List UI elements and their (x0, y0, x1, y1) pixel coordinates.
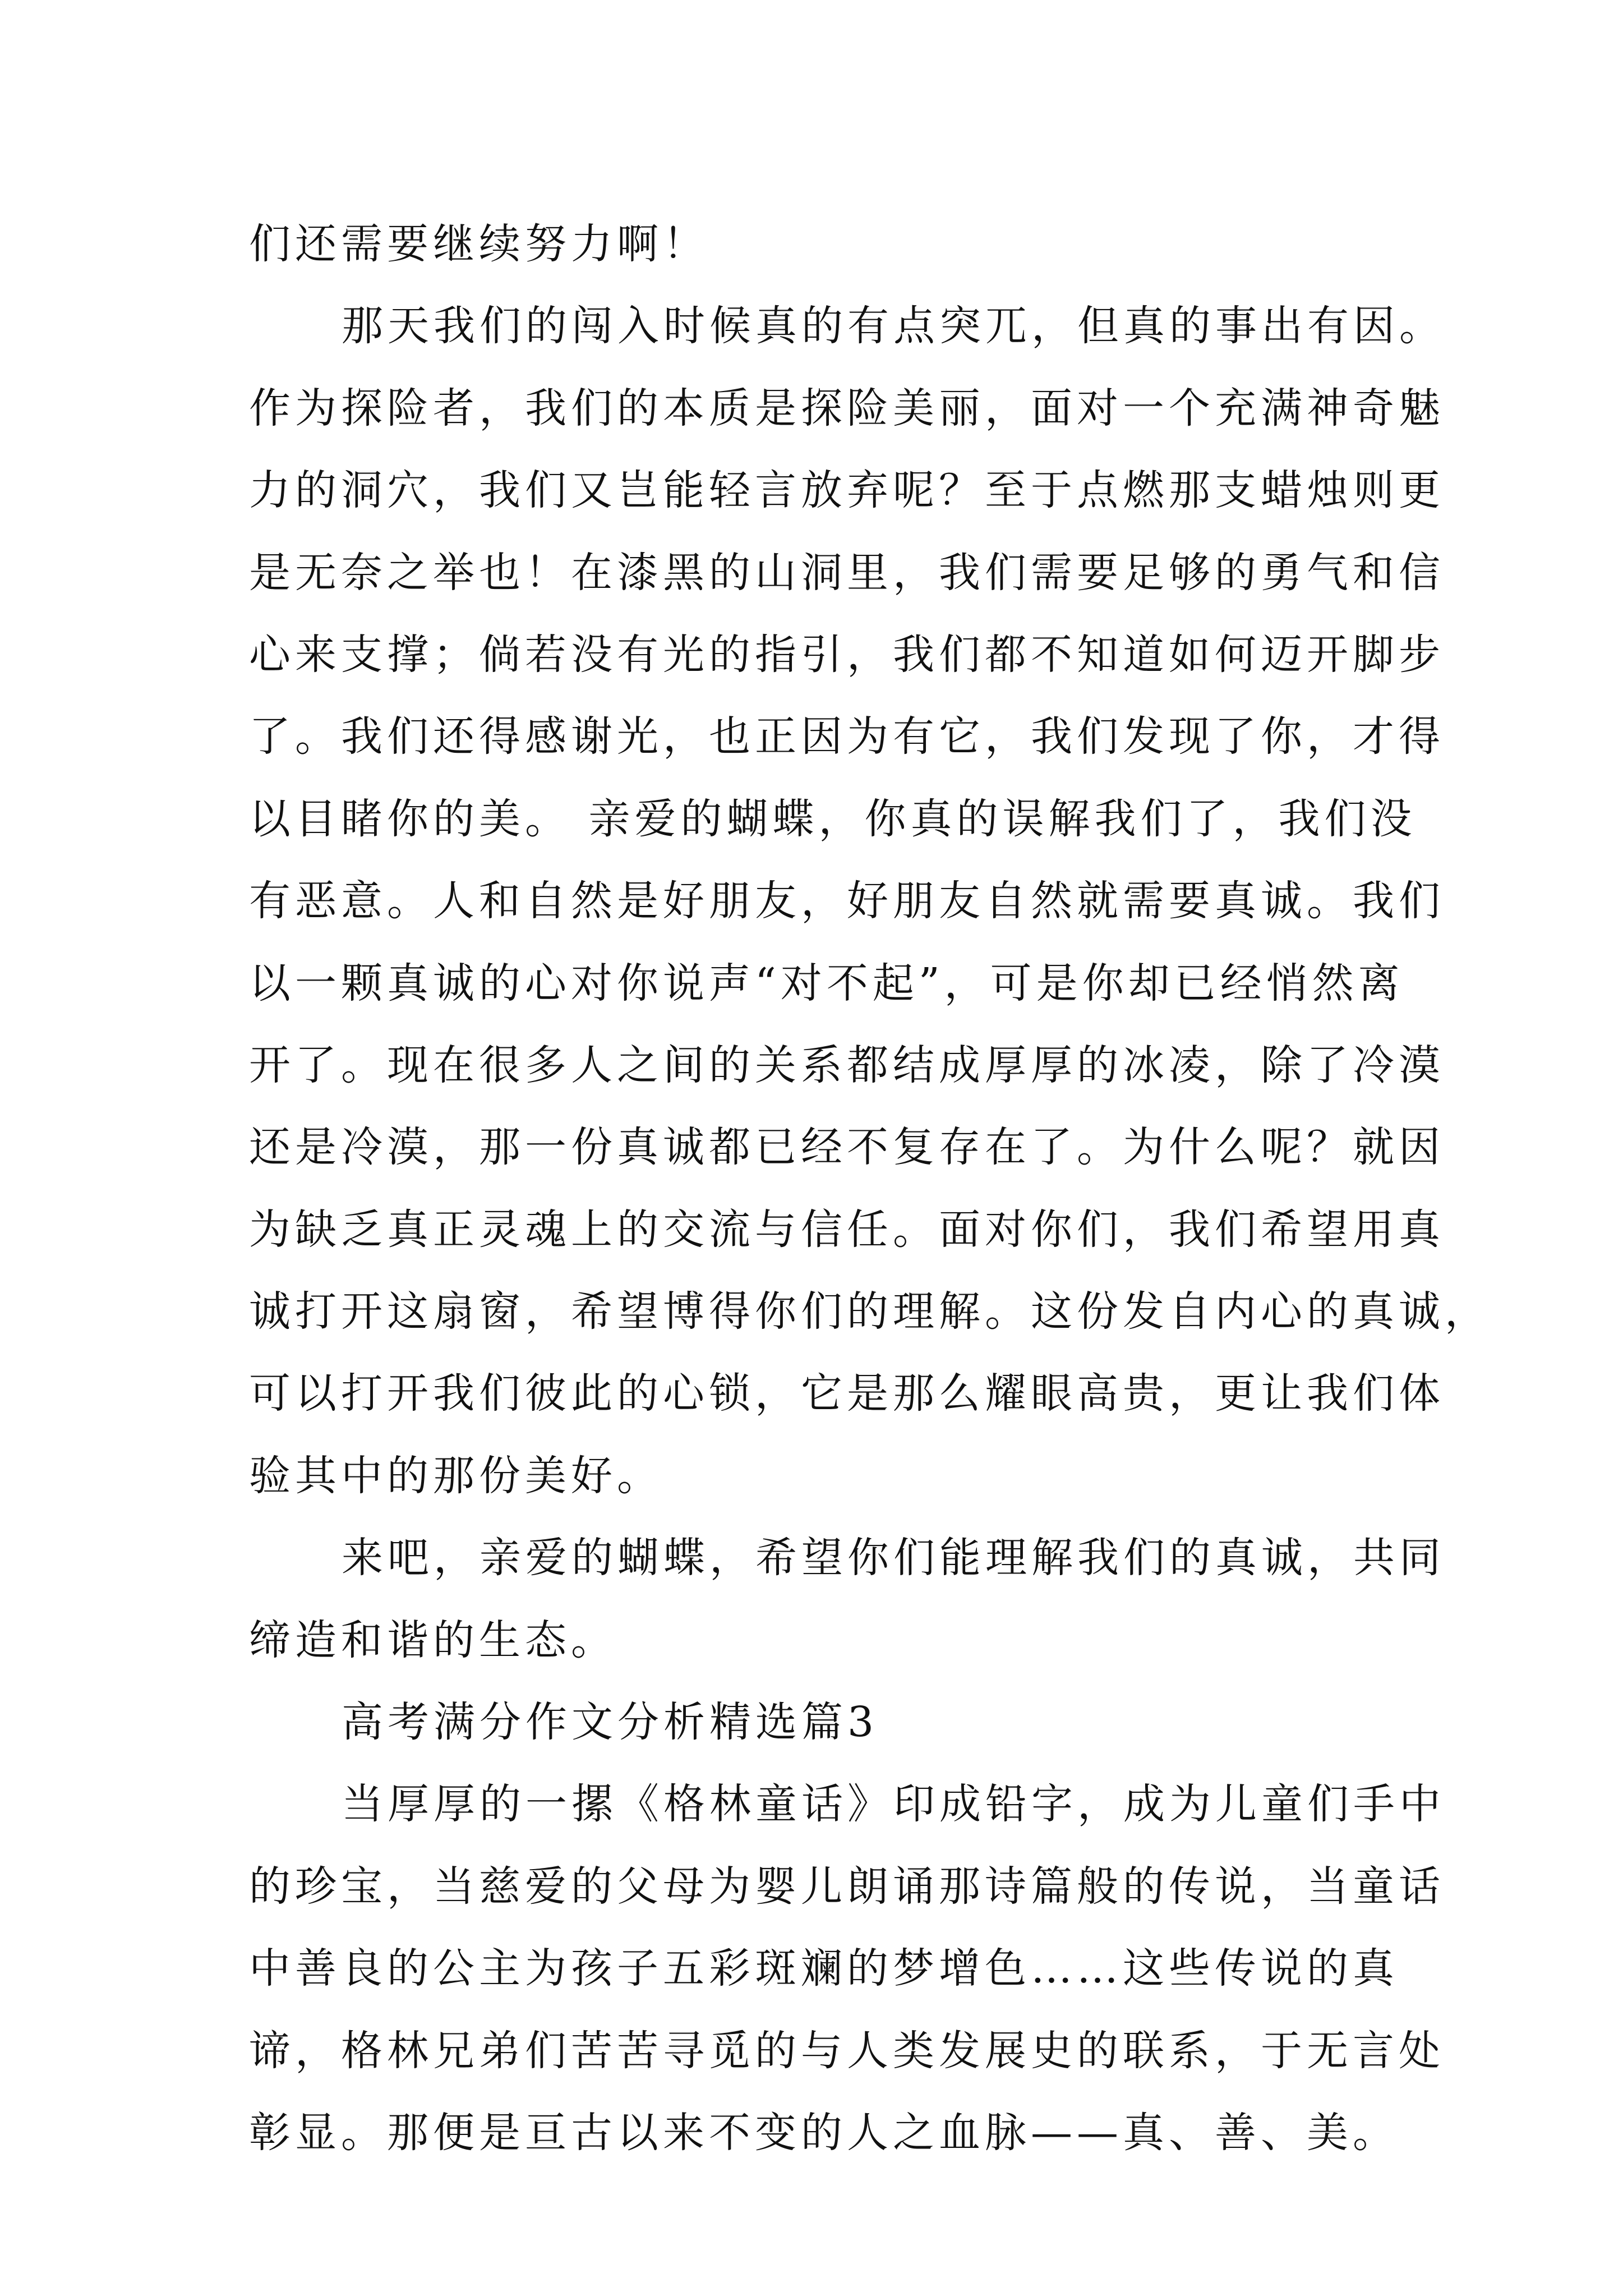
text-line: 是无奈之举也！在漆黑的山洞里，我们需要足够的勇气和信 (249, 548, 1445, 597)
text-line: 可以打开我们彼此的心锁，它是那么耀眼高贵，更让我们体 (249, 1369, 1445, 1418)
text-line: 有恶意。人和自然是好朋友，好朋友自然就需要真诚。我们 (249, 877, 1445, 926)
text-line: 们还需要继续努力啊！ (249, 220, 709, 268)
text-line: 为缺乏真正灵魂上的交流与信任。面对你们，我们希望用真 (249, 1205, 1445, 1254)
text-line: 中善良的公主为孩子五彩斑斓的梦增色……这些传说的真 (249, 1944, 1399, 1993)
text-line: 诚打开这扇窗，希望博得你们的理解。这份发自内心的真诚， (249, 1287, 1491, 1336)
text-line: 作为探险者，我们的本质是探险美丽，面对一个充满神奇魅 (249, 384, 1445, 432)
text-line: 的珍宝，当慈爱的父母为婴儿朗诵那诗篇般的传说，当童话 (249, 1862, 1445, 1911)
text-line: 了。我们还得感谢光，也正因为有它，我们发现了你，才得 (249, 712, 1445, 761)
text-line: 当厚厚的一摞《格林童话》印成铅字，成为儿童们手中 (342, 1780, 1445, 1829)
text-line: 验其中的那份美好。 (249, 1451, 663, 1500)
text-line: 以目睹你的美。 亲爱的蝴蝶，你真的误解我们了，我们没 (249, 794, 1417, 843)
text-line: 谛，格林兄弟们苦苦寻觅的与人类发展史的联系，于无言处 (249, 2026, 1445, 2075)
text-line: 心来支撑；倘若没有光的指引，我们都不知道如何迈开脚步 (249, 630, 1445, 679)
text-line: 力的洞穴，我们又岂能轻言放弃呢？至于点燃那支蜡烛则更 (249, 466, 1445, 515)
text-line: 以一颗真诚的心对你说声“对不起”，可是你却已经悄然离 (249, 959, 1404, 1007)
document-body (249, 203, 1491, 2174)
text-line: 开了。现在很多人之间的关系都结成厚厚的冰凌，除了冷漠 (249, 1041, 1445, 1089)
text-line: 彰显。那便是亘古以来不变的人之血脉——真、善、美。 (249, 2108, 1399, 2157)
text-line: 缔造和谐的生态。 (249, 1616, 617, 1664)
text-line: 那天我们的闯入时候真的有点突兀，但真的事出有因。 (342, 302, 1445, 351)
text-line: 高考满分作文分析精选篇3 (342, 1698, 879, 1747)
text-line: 来吧，亲爱的蝴蝶，希望你们能理解我们的真诚，共同 (342, 1534, 1445, 1582)
text-line: 还是冷漠，那一份真诚都已经不复存在了。为什么呢？就因 (249, 1123, 1445, 1172)
